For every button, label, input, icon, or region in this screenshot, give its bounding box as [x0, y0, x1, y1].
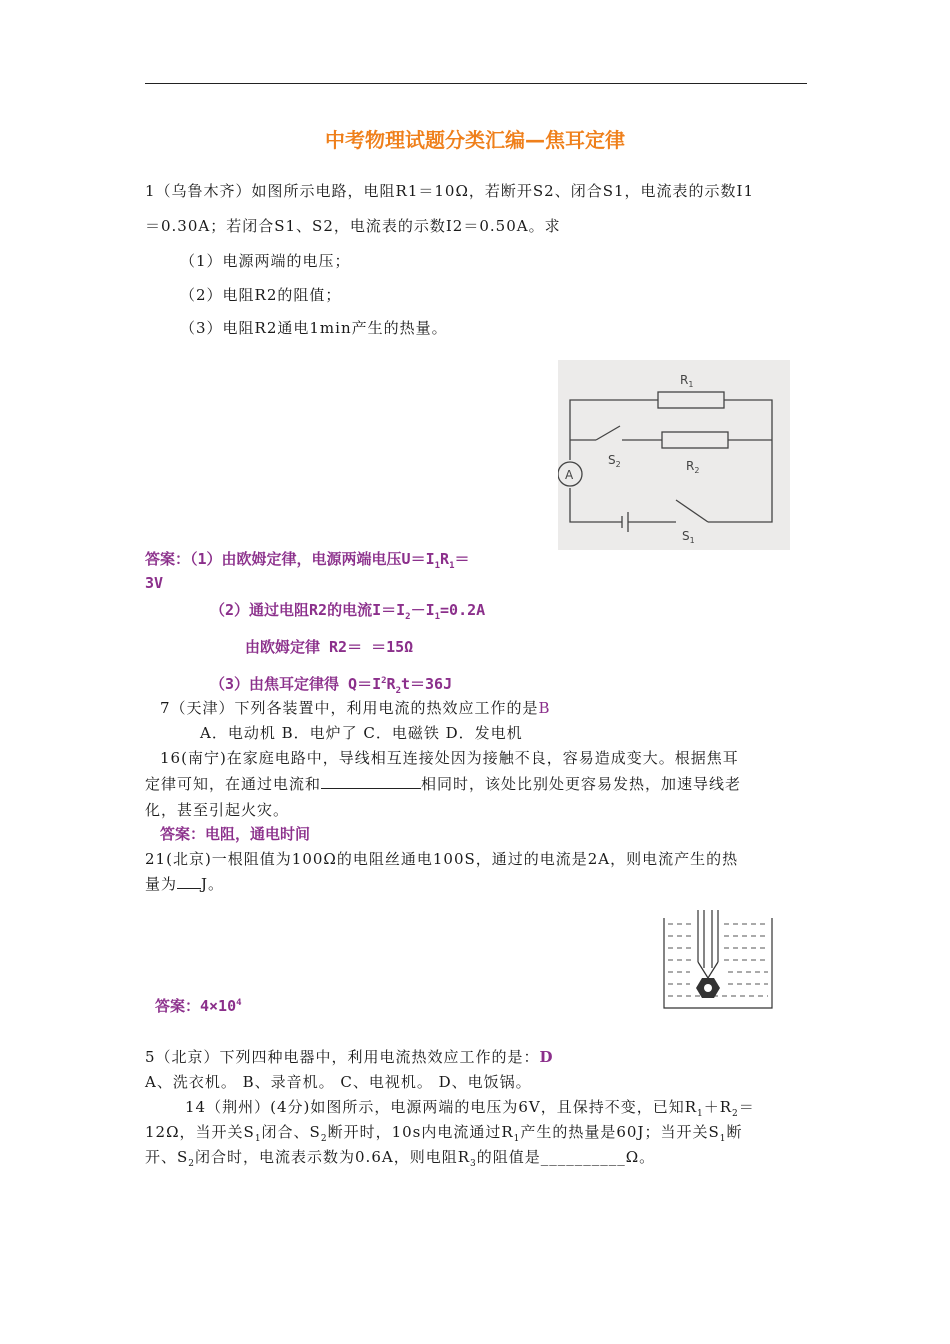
q1-sub2: （2）电阻R2的阻值；: [180, 286, 342, 304]
q5-options: A、洗衣机。 B、录音机。 C、电视机。 D、电饭锅。: [145, 1073, 532, 1091]
q21-blank: [177, 874, 201, 889]
label-s1: $S_1$: [682, 529, 695, 545]
q1-line1: 1（乌鲁木齐）如图所示电路，电阻R1＝10Ω，若断开S2、闭合S1，电流表的示数I1: [145, 182, 755, 200]
q14-line3: 开、$S_2$闭合时，电流表示数为0.6A，则电阻$R_3$的阻值是__________Ω。: [145, 1148, 656, 1169]
q21-line1: 21(北京)一根阻值为100Ω的电阻丝通电100S，通过的电流是2A，则电流产生的热: [145, 850, 739, 868]
q1-answer-1: 答案：（1）由欧姆定律，电源两端电压$U=I_1R_1=$: [145, 550, 470, 571]
q1-answer-2: （2）通过电阻R2的电流$I=I_2-I_1=0.2A$: [210, 601, 486, 622]
q16-answer: 答案：电阻，通电时间: [160, 825, 311, 843]
q16-line3: 化，甚至引起火灾。: [145, 801, 290, 819]
q14-line2: 12Ω，当开关$S_1$闭合、$S_2$断开时，10s内电流通过$R_1$产生的热量是60J；当开关$S_1$断: [145, 1123, 743, 1144]
q1-answer-3: 由欧姆定律 R2＝ ＝15Ω: [245, 638, 414, 656]
q5-answer: D: [539, 1048, 554, 1066]
heater-figure: [662, 908, 774, 1012]
q21-answer: 答案：$4\times 10^4$: [155, 997, 242, 1015]
q1-answer-4: （3）由焦耳定律得 $Q=I^2R_2t=36J$: [210, 675, 453, 696]
q1-line2: ＝0.30A；若闭合S1、S2，电流表的示数I2＝0.50A。求: [145, 217, 561, 235]
heater-diagram: [662, 908, 774, 1012]
label-r2: $R_2$: [686, 459, 700, 475]
q7-options: A．电动机 B．电炉了 C．电磁铁 D．发电机: [200, 724, 523, 742]
q21-line2: 量为 J。: [145, 875, 225, 893]
top-rule: [145, 83, 807, 84]
q16-line2: 定律可知，在通过电流和 相同时，该处比别处更容易发热，加速导线老: [145, 775, 742, 793]
q16-blank: [321, 774, 421, 789]
q7-stem: 7（天津）下列各装置中，利用电流的热效应工作的是B: [160, 699, 551, 717]
q7-answer: B: [538, 699, 551, 717]
label-r1: $R_1$: [680, 373, 694, 389]
circuit-diagram: [558, 360, 790, 550]
q1-sub3: （3）电阻R2通电1min产生的热量。: [180, 319, 448, 337]
q5-stem: 5（北京）下列四种电器中，利用电流热效应工作的是：D: [145, 1048, 554, 1066]
q1-sub1: （1）电源两端的电压；: [180, 252, 351, 270]
label-s2: $S_2$: [608, 453, 621, 469]
circuit-figure: [558, 360, 790, 550]
q14-line1: 14（荆州）(4分)如图所示，电源两端的电压为6V，且保持不变，已知$R_1+R_2=$: [185, 1098, 755, 1119]
page-title: 中考物理试题分类汇编—焦耳定律: [325, 128, 625, 152]
label-ammeter: A: [565, 468, 574, 482]
q16-line1: 16(南宁)在家庭电路中，导线相互连接处因为接触不良，容易造成变大。根据焦耳: [160, 749, 739, 767]
q1-answer-1-result: 3V: [145, 574, 164, 592]
